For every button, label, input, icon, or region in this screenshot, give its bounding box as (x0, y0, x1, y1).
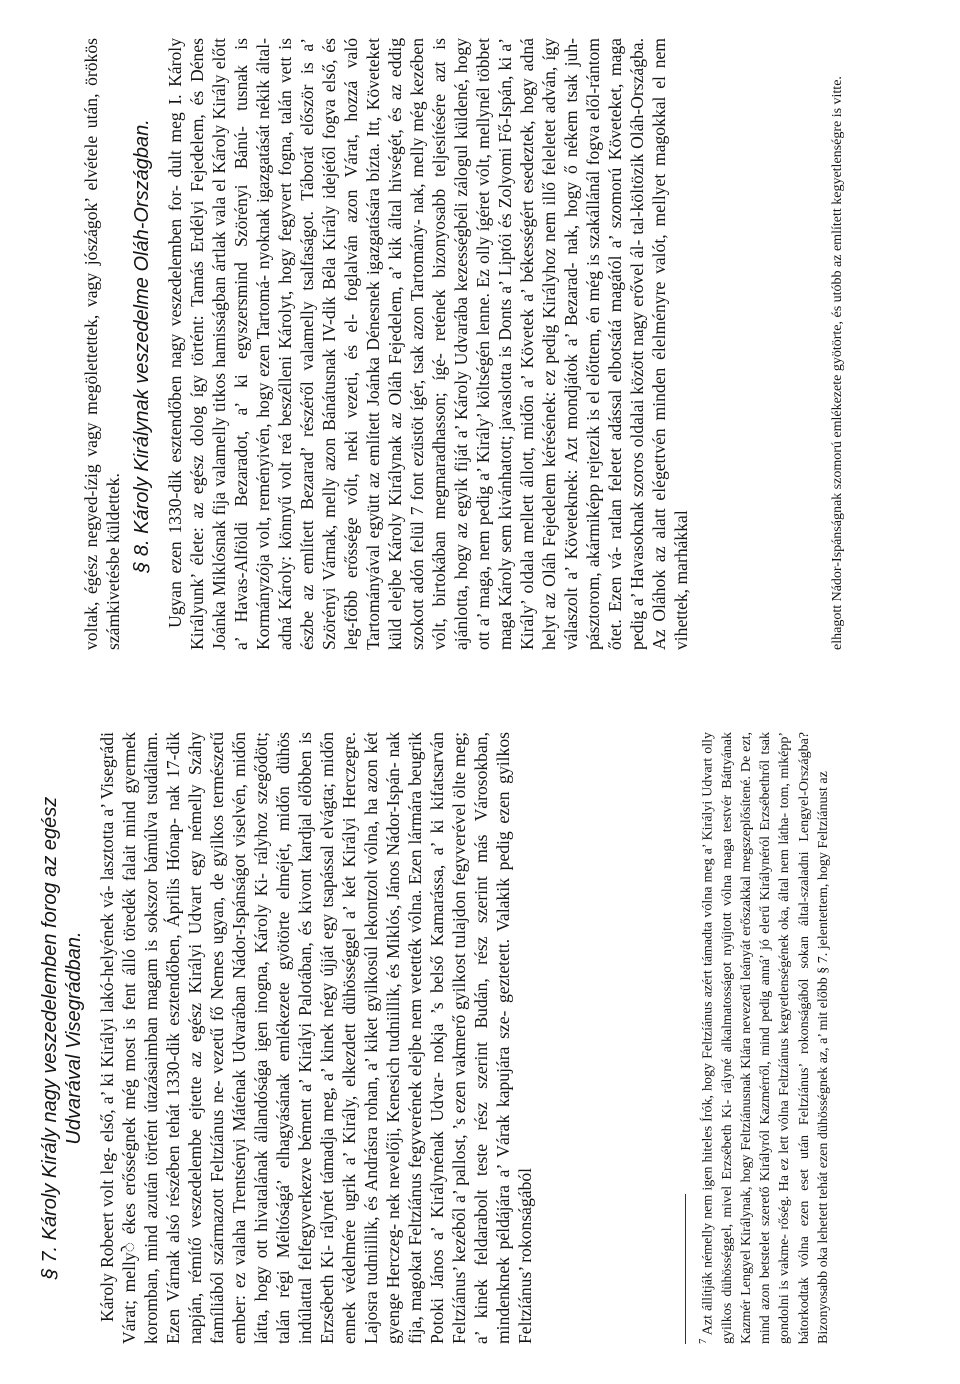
section-7-heading-line-1: § 7. Károly Király nagy veszedelemben forog az egész (39, 796, 61, 1280)
footnote-continuation: elhagott Nádor-Ispánságnak szomorú emlékezete gyötörte, és utóbb az említett kegyetlenségre is vitte. (830, 76, 845, 650)
footnote-7 (694, 732, 833, 1344)
continuation-paragraph: voltak, égész negyed-ízig vagy megölettettek, vagy jószágok’ elvétele után, örökös számkivetésbe küldettek. (81, 38, 123, 650)
section-8-body (164, 38, 692, 650)
section-7-paragraph: Károly Robeert volt leg- első, a’ ki Királyi lakó-helyének vá- lasztotta a’ Visegrádi Várat; mellyे ékes erősségnek még most is fent álló töredék falait mind gyermek koromban, mind azután történt útazásaimban magam is sokszor bámúlva tsudáltam. Ezen Várnak alsó részében tehát 1330-dik esztendőben, Április Hónap- nak 17-dik napján, rémítő veszedelembe ejtette az egész Királyi Udvart egy némelly Száhy famíliából származott Feltzíánus ne- vezetű fő Nemes ugyan, de gyilkos természetű ember: ez valaha Trentsényi Máténak Udvarában Nádor-Ispánságot viselvén, midőn látta, hogy ott hivatalának állandósága igen inogna, Károly Ki- rályhoz szegődött; talán régi Méltóságá’ elhagyásának emlékezete gyötörte elméjét, midőn dühös indúlattal felfegyverkezve bément a’ Királyi Palotában, és kivont kardjal előbben is Erzsébeth Ki- rálynét támadja meg, a’ kinek négy újját egy tsapással elvágta; midőn ennek védelmére ugrik a’ Király, elkezdett dühösséggel a’ két Királyi Herczegre. Lajosra tudniillik, és Andrásra rohan, a’ kiket gyilkosúl lekontzolt vólna, ha azon két gyenge Herczeg- nek nevelőji, Kenesich tudniillik, és Miklós, János Nádor-Ispán- nak fija, magokat Feltzíánus fegyverének elejbe nem vetették vólna. Ezen lármára beugrik Potoki János a’ Királynénak Udvar- nokja ’s belső Kamarássa, a’ ki kifatsarván Feltzíánus’ kezéből a’ pallost, ’s ezen vakmerő gyilkost tulajdon fegyverével ölte meg; a’ kinek feldarabolt teste rész szerint Budán, rész szerint más Városokban, mindenknek példájára a’ Várak kapujára sze- geztetett. Valakik pedig ezen gyilkos Feltzíánus’ rokonságából (97, 732, 535, 1344)
left-page-column (0, 692, 960, 1384)
section-7-continuation (80, 38, 124, 650)
footnote-7-text: Azt állítják némelly nem igen hiteles Írók, hogy Feltzíánus azért támadta vólna meg a’ Királyi Udvart olly gyilkos dühösséggel, mivel Erzsébeth Ki- rályné alkalmatosságot nyújtott vólna maga testvér Báttyának Kazmér Lengyel Királynak, hogy Feltzíánusnak Klára nevezetű leányát erőszakkal megszeplősítené. De ezt, mind azon betstelet szerető Királyról Kazmérről, mind pedig anná’ jó elerű Királynéról Erzsébethről tsak gondolni is vakme- rőség. Ha ez lett vólna Feltzíánus kegyetlenségének oka, által nem látha- tom, miképp’ bátorkodtak vólna ezen eset után Feltzíánus’ rokonságából sokan által-szaladni Lengyel-Országba? Bizonyosabb oka lehetett tehát ezen dühösségnek az, a’ mit előbb § 7. jelentettem, hogy Feltzíánust az (700, 732, 831, 1344)
section-8-paragraph: Ugyan ezen 1330-dik esztendőben nagy veszedelemben for- dult meg I. Károly Királyunk’ élete: az egész dolog így történt: Tamás Erdélyi Fejedelem, és Dénes Joánka Miklósnak fija valamelly titkos hamisságban ártlak vala el Károly Király előtt a’ Havas-Alföldi Bezaradot, a’ ki egyszersmind Szörényi Bánú- tusnak is Kormányzója volt, reményivén, hogy ezen Tartomá- nyoknak igazgatását nékik által-adná Károly: könnyű volt reá beszélleni Károlyt, hogy fegyvert fogna, talán vett is észbe az említett Bezarad’ részéről valamelly tsalfaságot. Táborát először is a’ Szörényi Várnak, melly azon Bánátusnak IV-dik Béla Király idejétől fogva első, és leg-főbb erőssége vólt, neki vezeti, és el- foglalván azon Várat, hozzá való Tartományával együtt az említett Joánka Dénesnek igazgatására bízta. Itt, Követeket küld elejbe Károly Királynak az Oláh Fejedelem, a’ kik által hivségét, és az eddig szokott adón felül 7 font ezüstöt ígér, tsak azon Tartomány- nak, melly még kezében vólt, birtokában megmaradhasson; ígé- retének bizonyosabb teljesítésére azt is ajánlotta, hogy az egyik fiját a’ Károly Udvarába kezességbéli zálogul küldené, hogy ott a’ maga, nem pedig a’ Király’ költségén lenne. Ez olly ígéret vólt, mellynél többet maga Károly sem kivánhatott; javaslotta is Donts a’ Liptói és Zolyomi Fő-Ispán, ki a’ Király’ oldala mellett állott, midőn a’ Követek a’ békességért esedeztek, hogy adná helyt az Oláh Fejedelem kérésének: ez pedig Királyhoz nem illő feleletet adván, így válaszolt a’ Követeknek: Azt mondjátok a’ Bezarad- nak, hogy ő nékem tsak juh-pásztorom, akármiképp rejtezik is el előttem, én még is szakállánál fogva elől-rántom őtet. Ezen vá- ratlan feletet adással elbotsátá magától a’ szomorú Követeket, maga pedig a’ Havasoknak szoros oldalai között nagy erővel ál- tal-költözik Oláh-Országba. Az Oláhok az alatt elégettvén minden élelményre valót, mellyet magokkal el nem vihettek, marhákkal (165, 38, 691, 650)
section-7-heading-line-2: Udvarával Visegrádban. (63, 931, 85, 1145)
footnote-marker: 7 (697, 1338, 709, 1344)
section-7-body (96, 732, 536, 1344)
section-8-heading: § 8. Károly Királynak veszedelme Oláh-Országban. (131, 119, 153, 573)
footnote-separator (685, 1194, 686, 1344)
